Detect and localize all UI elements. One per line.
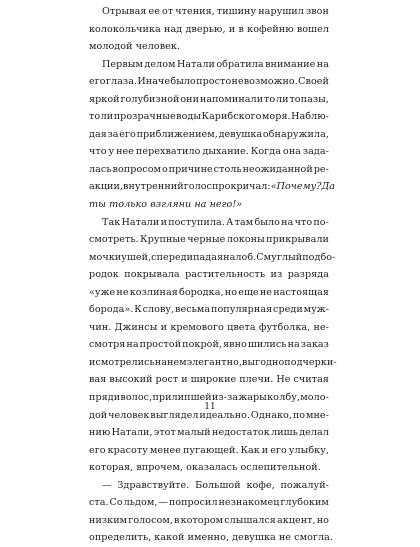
page-body-text xyxy=(89,3,337,547)
text-line: колокольчика над дверью, и в кофейню вошел xyxy=(89,23,329,35)
text-line: Первым делом Натали обратила внимание на xyxy=(102,58,329,70)
text-line: пряди волос, прилипшей из-за жары ко лбу, моло- xyxy=(89,392,329,404)
text-line: что у нее перехватило дыхание. Когда она зада- xyxy=(89,146,329,158)
text-line: чин. Джинсы и кремового цвета футболка, не- xyxy=(89,321,329,333)
text-line: ты только взгляни на него!» xyxy=(89,199,243,211)
text-line: яркой голубизной они напоминали то ли топазы, xyxy=(89,93,329,105)
text-line: смотря на простой покрой, явно шились на заказ xyxy=(89,339,329,351)
text-line: вая высокий рост и широкие плечи. Не считая xyxy=(89,374,329,386)
text-line: нию Натали, этот малый недостаток лишь делал xyxy=(89,427,329,439)
text-line: его глаза. Иначе было просто невозможно. Своей xyxy=(89,76,329,88)
text-line: родок покрывала растительность из разряда xyxy=(89,269,329,281)
text-line: то ли прозрачные воды Карибского моря. Наблю- xyxy=(89,111,329,123)
text-line: «уже не козлиная бородка, но еще не настоящая xyxy=(89,286,329,298)
text-line: борода». К слову, весьма популярная среди муж- xyxy=(89,304,329,316)
text-line: дая за его приближением, девушка обнаружила, xyxy=(89,128,329,140)
text-line: акции, внутренний голос прокричал: «Почему? Да xyxy=(89,181,336,193)
text-line: лась вопросом о причине столь неожиданной ре- xyxy=(89,163,329,175)
text-line: его красоту менее пугающей. Как и его улыбку, xyxy=(89,444,329,456)
text-line: Так Натали и поступила. А там было на что по- xyxy=(102,216,329,228)
text-line: Отрывая ее от чтения, тишину нарушил звон xyxy=(102,6,329,17)
text-line: — Здравствуйте. Большой кофе, пожалуй- xyxy=(102,479,329,491)
text-line: молодой человек. xyxy=(89,41,181,53)
text-line: и смотрелись на нем элегантно, выгодно подчерки- xyxy=(89,356,337,368)
text-line: низким голосом, в котором слышался акцент, но xyxy=(89,514,329,526)
text-line: мочки ушей, спереди падая на лоб. Смуглый подбо- xyxy=(89,251,336,263)
text-line: определить, какой именно, девушка не смогла. xyxy=(89,532,333,544)
text-line: ста. Со льдом, — попросил незнакомец глубоким xyxy=(89,497,329,509)
text-line: которая, впрочем, оказалась ослепительной. xyxy=(89,462,321,474)
text-line: дой человек выглядел идеально. Однако, по мне- xyxy=(89,409,329,421)
page-number: 11 xyxy=(204,402,216,412)
text-line: смотреть. Крупные черные локоны прикрывали xyxy=(89,234,329,246)
